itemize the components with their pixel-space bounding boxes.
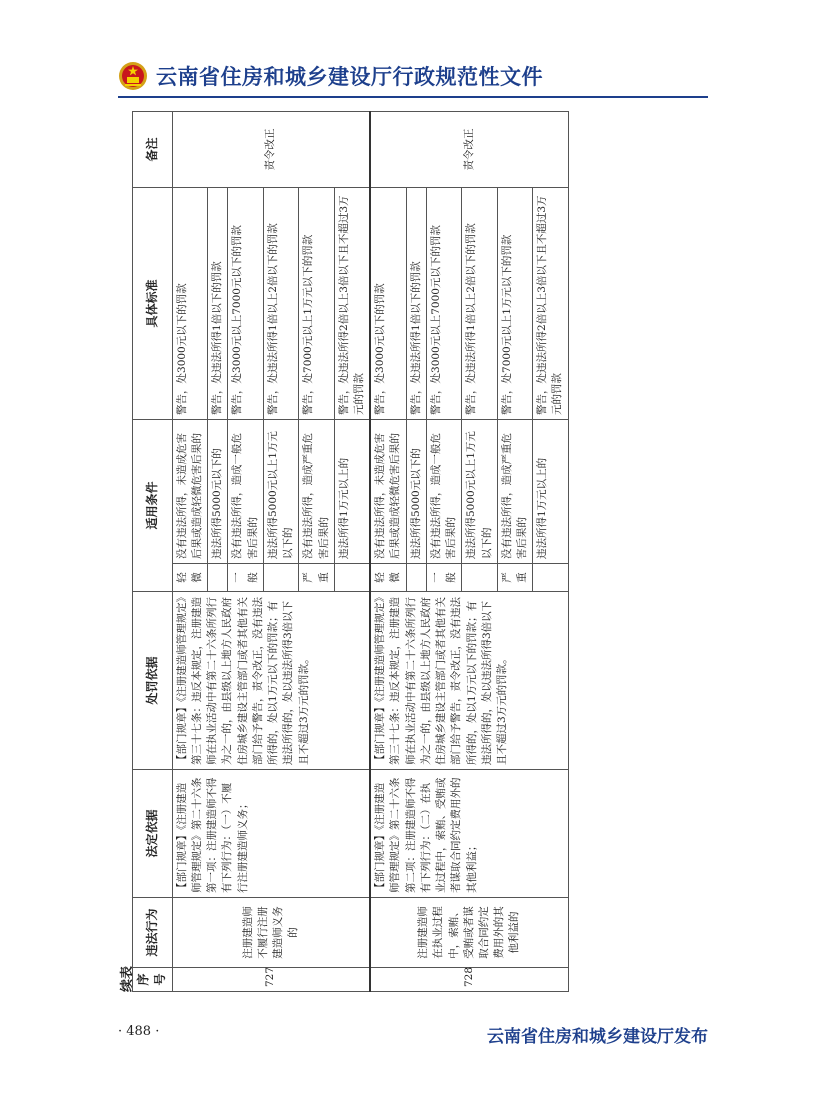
penalty-table	[132, 111, 569, 992]
header-condition: 适用条件	[133, 419, 173, 591]
severity-level: 轻微	[370, 564, 406, 592]
publisher: 云南省住房和城乡建设厅发布	[487, 1027, 708, 1047]
legal-basis: 【部门规章】《注册建造师管理规定》第二十六条第一项：注册建造师不得有下列行为：（一）不履行注册建造师义务；	[172, 770, 370, 898]
applicable-condition: 没有违法所得，未造成危害后果或造成轻微危害后果的	[172, 419, 207, 563]
severity-level	[208, 564, 228, 592]
applicable-condition: 没有违法所得，造成严重危害后果的	[497, 419, 532, 563]
severity-level	[334, 564, 370, 592]
specific-standard: 警告，处违法所得2倍以上3倍以下且不超过3万元的罚款	[334, 187, 370, 419]
severity-level	[533, 564, 568, 592]
header-note: 备注	[133, 111, 173, 187]
specific-standard: 警告，处3000元以上7000元以下的罚款	[228, 187, 263, 419]
header-seq: 序号	[133, 968, 173, 992]
applicable-condition: 违法所得5000元以下的	[406, 419, 426, 563]
severity-level: 一般	[228, 564, 263, 592]
specific-standard: 警告，处3000元以下的罚款	[172, 187, 207, 419]
remark: 责令改正	[370, 111, 568, 187]
page-number: · 488 ·	[118, 1024, 160, 1039]
header-legal-basis: 法定依据	[133, 770, 173, 898]
remark: 责令改正	[172, 111, 370, 187]
document-series-title: 云南省住房和城乡建设厅行政规范性文件	[156, 65, 543, 89]
violation-behavior: 注册建造师在执业过程中，索贿、受贿或者谋取合同约定费用外的其他利益的	[370, 898, 568, 968]
applicable-condition: 违法所得5000元以下的	[208, 419, 228, 563]
header-standard: 具体标准	[133, 187, 173, 419]
rotated-table-area	[116, 108, 710, 992]
applicable-condition: 没有违法所得，造成一般危害后果的	[426, 419, 461, 563]
applicable-condition: 违法所得5000元以上1万元以下的	[263, 419, 298, 563]
specific-standard: 警告，处7000元以上1万元以下的罚款	[299, 187, 334, 419]
national-emblem-icon	[118, 61, 148, 91]
table-row	[370, 111, 406, 991]
page-header	[118, 58, 543, 94]
specific-standard: 警告，处违法所得1倍以下的罚款	[406, 187, 426, 419]
severity-level	[263, 564, 298, 592]
applicable-condition: 没有违法所得，未造成危害后果或造成轻微危害后果的	[370, 419, 406, 563]
item-number: 727	[172, 968, 370, 992]
applicable-condition: 违法所得1万元以上的	[334, 419, 370, 563]
severity-level: 严重	[497, 564, 532, 592]
specific-standard: 警告，处违法所得1倍以上2倍以下的罚款	[263, 187, 298, 419]
legal-basis: 【部门规章】《注册建造师管理规定》第二十六条第二项：注册建造师不得有下列行为：（二）在执业过程中，索贿、受贿或者谋取合同约定费用外的其他利益；	[370, 770, 568, 898]
applicable-condition: 没有违法所得，造成严重危害后果的	[299, 419, 334, 563]
specific-standard: 警告，处违法所得1倍以上2倍以下的罚款	[462, 187, 497, 419]
specific-standard: 警告，处3000元以下的罚款	[370, 187, 406, 419]
table-header-row	[133, 111, 173, 991]
continued-label: 续表	[120, 965, 135, 992]
penalty-basis: 【部门规章】《注册建造师管理规定》第三十七条：违反本规定，注册建造师在执业活动中有第二十六条所列行为之一的，由县级以上地方人民政府住房城乡建设主管部门或者其他有关部门给予警告，责令改正，没有违法所得的，处以1万元以下的罚款；有违法所得的，处以违法所得3倍以下且不超过3万元的罚款。	[370, 592, 568, 770]
table-row	[172, 111, 207, 991]
severity-level: 严重	[299, 564, 334, 592]
specific-standard: 警告，处3000元以上7000元以下的罚款	[426, 187, 461, 419]
applicable-condition: 违法所得5000元以上1万元以下的	[462, 419, 497, 563]
violation-behavior: 注册建造师不履行注册建造师义务的	[172, 898, 370, 968]
header-rule	[118, 96, 708, 98]
severity-level	[462, 564, 497, 592]
specific-standard: 警告，处7000元以上1万元以下的罚款	[497, 187, 532, 419]
severity-level: 轻微	[172, 564, 207, 592]
specific-standard: 警告，处违法所得2倍以上3倍以下且不超过3万元的罚款	[533, 187, 568, 419]
rotated-content	[116, 108, 710, 992]
severity-level	[406, 564, 426, 592]
header-behavior: 违法行为	[133, 898, 173, 968]
item-number: 728	[370, 968, 568, 992]
penalty-basis: 【部门规章】《注册建造师管理规定》第三十七条：违反本规定，注册建造师在执业活动中有第二十六条所列行为之一的，由县级以上地方人民政府住房城乡建设主管部门或者其他有关部门给予警告，责令改正，没有违法所得的，处以1万元以下的罚款；有违法所得的，处以违法所得3倍以下且不超过3万元的罚款。	[172, 592, 370, 770]
header-penalty-basis: 处罚依据	[133, 592, 173, 770]
severity-level: 一般	[426, 564, 461, 592]
applicable-condition: 违法所得1万元以上的	[533, 419, 568, 563]
applicable-condition: 没有违法所得，造成一般危害后果的	[228, 419, 263, 563]
specific-standard: 警告，处违法所得1倍以下的罚款	[208, 187, 228, 419]
